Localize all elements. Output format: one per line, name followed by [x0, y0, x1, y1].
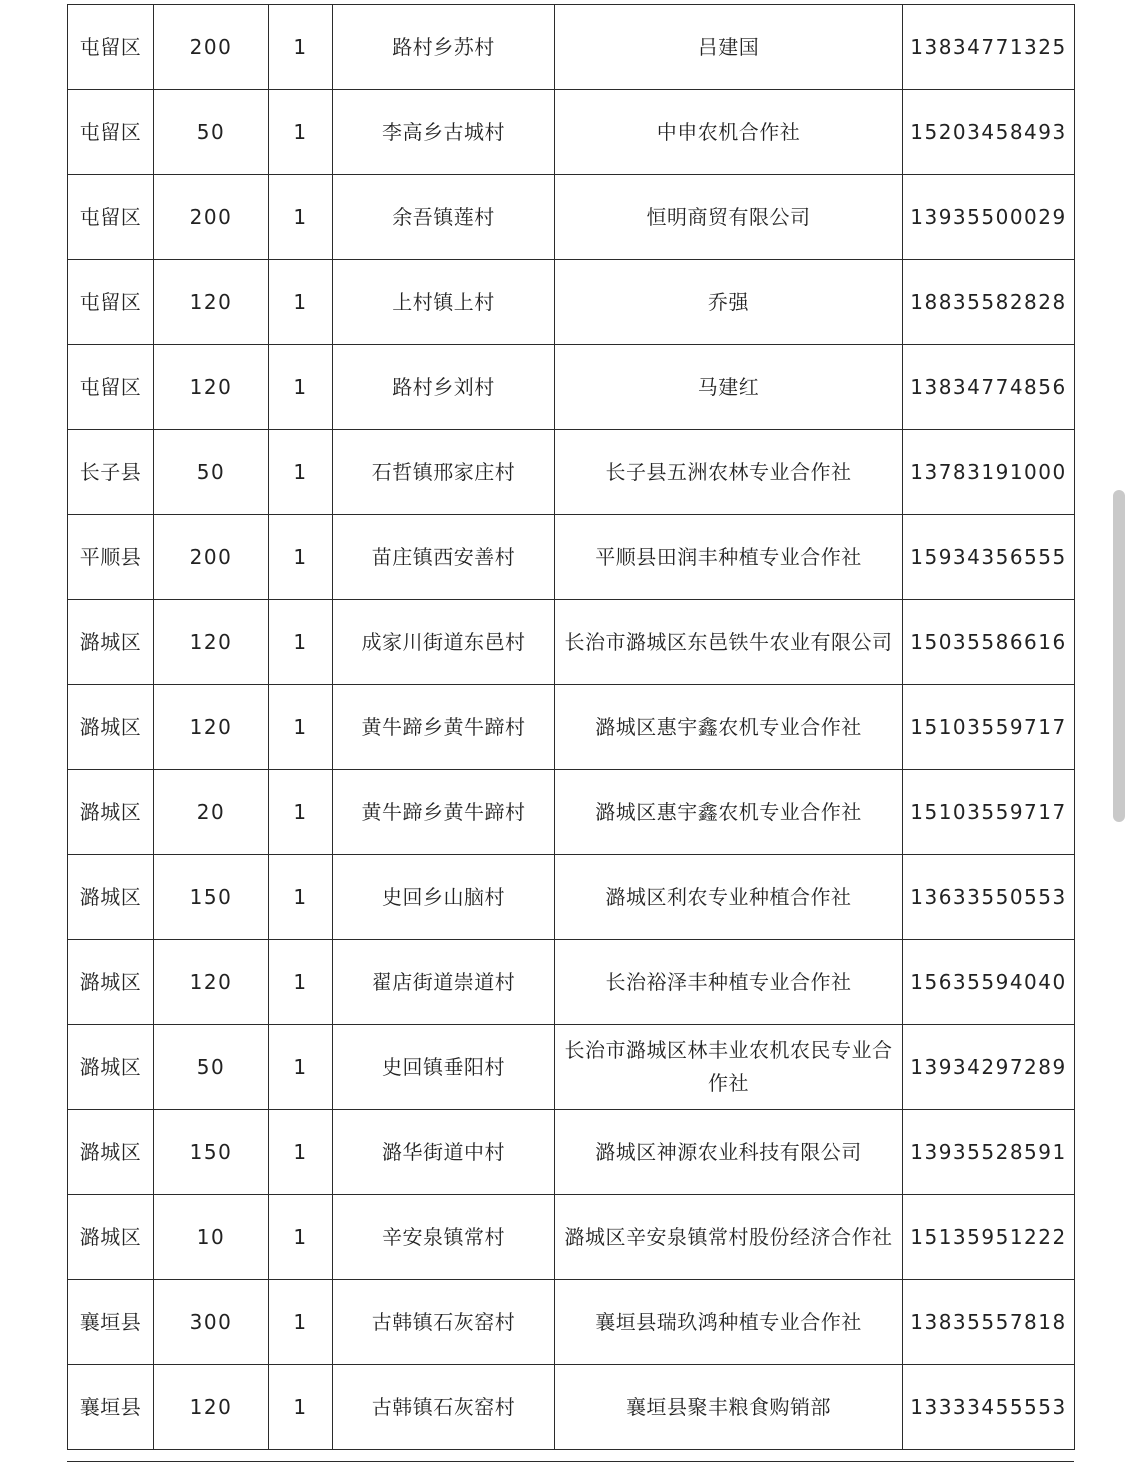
cell-phone: 13934297289 [903, 1025, 1075, 1110]
cell-phone: 13333455553 [903, 1365, 1075, 1450]
table-row [68, 1025, 1075, 1110]
cell-count: 1 [269, 1365, 333, 1450]
cell-count: 1 [269, 515, 333, 600]
cell-operator: 潞城区利农专业种植合作社 [555, 855, 903, 940]
cell-location: 上村镇上村 [333, 260, 555, 345]
table-row [68, 1365, 1075, 1450]
cell-location: 潞华街道中村 [333, 1110, 555, 1195]
cell-location: 史回乡山脑村 [333, 855, 555, 940]
table-row [68, 600, 1075, 685]
cell-location: 路村乡刘村 [333, 345, 555, 430]
cell-operator: 长治市潞城区林丰业农机农民专业合作社 [555, 1025, 903, 1110]
cell-location: 路村乡苏村 [333, 5, 555, 90]
table-row [68, 260, 1075, 345]
cell-operator: 长治裕泽丰种植专业合作社 [555, 940, 903, 1025]
cell-operator: 长治市潞城区东邑铁牛农业有限公司 [555, 600, 903, 685]
cell-location: 史回镇垂阳村 [333, 1025, 555, 1110]
cell-location: 古韩镇石灰窑村 [333, 1280, 555, 1365]
cell-district: 平顺县 [68, 515, 154, 600]
cell-district: 屯留区 [68, 175, 154, 260]
table-row [68, 685, 1075, 770]
cell-amount: 120 [154, 1365, 269, 1450]
cell-amount: 150 [154, 1110, 269, 1195]
cell-phone: 13834774856 [903, 345, 1075, 430]
table-row [68, 515, 1075, 600]
cell-phone: 15203458493 [903, 90, 1075, 175]
cell-phone: 13783191000 [903, 430, 1075, 515]
cell-amount: 10 [154, 1195, 269, 1280]
cell-district: 屯留区 [68, 260, 154, 345]
table-row [68, 1280, 1075, 1365]
cell-count: 1 [269, 600, 333, 685]
cell-phone: 15103559717 [903, 685, 1075, 770]
cell-amount: 150 [154, 855, 269, 940]
cell-amount: 50 [154, 430, 269, 515]
cell-operator: 潞城区辛安泉镇常村股份经济合作社 [555, 1195, 903, 1280]
cell-operator: 潞城区惠宇鑫农机专业合作社 [555, 770, 903, 855]
table-row [68, 770, 1075, 855]
cell-location: 翟店街道崇道村 [333, 940, 555, 1025]
cell-count: 1 [269, 1280, 333, 1365]
table-row [68, 1110, 1075, 1195]
cell-count: 1 [269, 260, 333, 345]
cell-district: 潞城区 [68, 685, 154, 770]
cell-district: 屯留区 [68, 345, 154, 430]
cell-district: 潞城区 [68, 770, 154, 855]
cell-location: 黄牛蹄乡黄牛蹄村 [333, 685, 555, 770]
cell-count: 1 [269, 5, 333, 90]
cell-district: 襄垣县 [68, 1280, 154, 1365]
cell-location: 成家川街道东邑村 [333, 600, 555, 685]
cell-operator: 恒明商贸有限公司 [555, 175, 903, 260]
cell-operator: 襄垣县聚丰粮食购销部 [555, 1365, 903, 1450]
cell-location: 黄牛蹄乡黄牛蹄村 [333, 770, 555, 855]
vertical-scrollbar[interactable] [1113, 490, 1125, 822]
cell-location: 李高乡古城村 [333, 90, 555, 175]
cell-phone: 15103559717 [903, 770, 1075, 855]
cell-phone: 15135951222 [903, 1195, 1075, 1280]
cell-district: 潞城区 [68, 1110, 154, 1195]
cell-amount: 120 [154, 685, 269, 770]
cell-count: 1 [269, 855, 333, 940]
cell-amount: 200 [154, 175, 269, 260]
cell-count: 1 [269, 175, 333, 260]
table-row [68, 940, 1075, 1025]
cell-operator: 乔强 [555, 260, 903, 345]
cell-operator: 马建红 [555, 345, 903, 430]
cell-count: 1 [269, 1110, 333, 1195]
cell-amount: 120 [154, 260, 269, 345]
cell-amount: 300 [154, 1280, 269, 1365]
cell-location: 辛安泉镇常村 [333, 1195, 555, 1280]
cell-phone: 15934356555 [903, 515, 1075, 600]
cell-phone: 13633550553 [903, 855, 1075, 940]
cell-phone: 13935528591 [903, 1110, 1075, 1195]
cell-count: 1 [269, 1025, 333, 1110]
cell-amount: 50 [154, 90, 269, 175]
cell-count: 1 [269, 345, 333, 430]
cell-amount: 200 [154, 515, 269, 600]
table-row [68, 90, 1075, 175]
cell-operator: 长子县五洲农林专业合作社 [555, 430, 903, 515]
cell-count: 1 [269, 430, 333, 515]
cell-operator: 平顺县田润丰种植专业合作社 [555, 515, 903, 600]
cell-operator: 潞城区惠宇鑫农机专业合作社 [555, 685, 903, 770]
cell-phone: 15035586616 [903, 600, 1075, 685]
cell-count: 1 [269, 90, 333, 175]
cell-district: 潞城区 [68, 1025, 154, 1110]
cell-amount: 120 [154, 940, 269, 1025]
cell-district: 襄垣县 [68, 1365, 154, 1450]
table-row [68, 430, 1075, 515]
data-table-container [67, 4, 1075, 1450]
cell-amount: 50 [154, 1025, 269, 1110]
cell-amount: 120 [154, 345, 269, 430]
cell-district: 屯留区 [68, 5, 154, 90]
cell-location: 余吾镇莲村 [333, 175, 555, 260]
cell-district: 潞城区 [68, 855, 154, 940]
cell-count: 1 [269, 770, 333, 855]
cell-district: 屯留区 [68, 90, 154, 175]
cell-district: 长子县 [68, 430, 154, 515]
table-row [68, 345, 1075, 430]
cell-phone: 15635594040 [903, 940, 1075, 1025]
cell-operator: 中申农机合作社 [555, 90, 903, 175]
table-body [68, 5, 1075, 1450]
cell-location: 石哲镇邢家庄村 [333, 430, 555, 515]
cell-district: 潞城区 [68, 600, 154, 685]
table-row [68, 175, 1075, 260]
cell-operator: 潞城区神源农业科技有限公司 [555, 1110, 903, 1195]
table-bottom-border [67, 1461, 1074, 1462]
cell-count: 1 [269, 685, 333, 770]
cell-amount: 200 [154, 5, 269, 90]
table-row [68, 5, 1075, 90]
data-table [67, 4, 1075, 1450]
table-row [68, 1195, 1075, 1280]
cell-phone: 18835582828 [903, 260, 1075, 345]
cell-amount: 120 [154, 600, 269, 685]
cell-operator: 襄垣县瑞玖鸿种植专业合作社 [555, 1280, 903, 1365]
cell-count: 1 [269, 940, 333, 1025]
cell-district: 潞城区 [68, 940, 154, 1025]
cell-district: 潞城区 [68, 1195, 154, 1280]
cell-count: 1 [269, 1195, 333, 1280]
cell-phone: 13835557818 [903, 1280, 1075, 1365]
table-row [68, 855, 1075, 940]
cell-location: 古韩镇石灰窑村 [333, 1365, 555, 1450]
cell-operator: 吕建国 [555, 5, 903, 90]
cell-phone: 13834771325 [903, 5, 1075, 90]
cell-location: 苗庄镇西安善村 [333, 515, 555, 600]
cell-amount: 20 [154, 770, 269, 855]
cell-phone: 13935500029 [903, 175, 1075, 260]
